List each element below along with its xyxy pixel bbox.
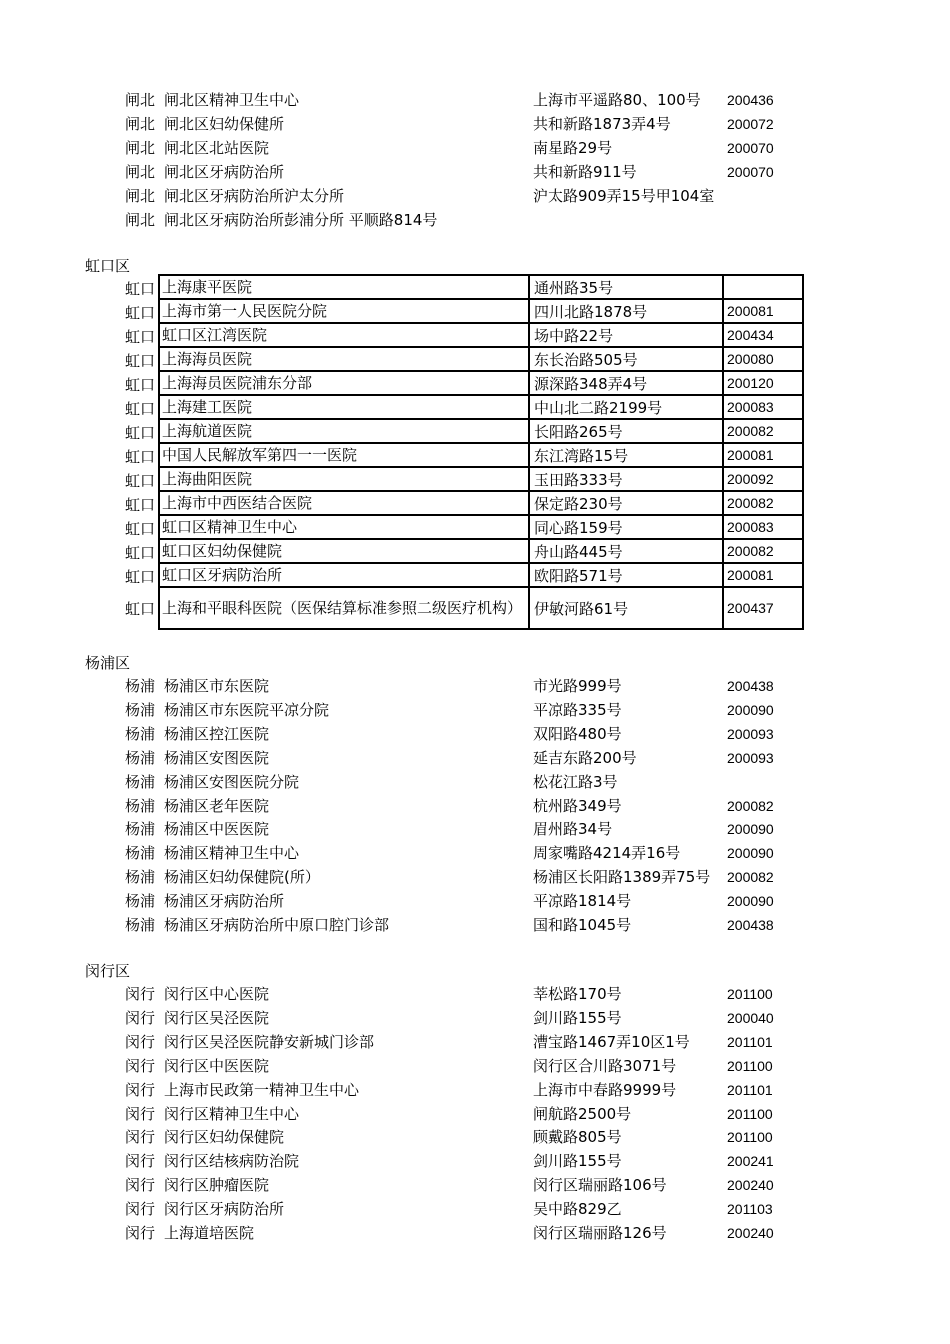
hospital-name-cell: 虹口区妇幼保健院 <box>162 542 283 560</box>
address-cell: 共和新路911号 <box>533 162 637 181</box>
hospital-name-cell: 杨浦区妇幼保健院(所） <box>164 868 320 887</box>
table-row <box>160 324 802 348</box>
postal-code-cell: 200090 <box>727 893 774 910</box>
hospital-name-cell: 杨浦区市东医院平凉分院 <box>164 700 330 719</box>
table-row <box>160 468 802 492</box>
hospital-name-cell: 杨浦区安图医院 <box>164 748 270 767</box>
hospital-name-cell: 杨浦区控江医院 <box>164 724 270 743</box>
postal-code-cell: 200434 <box>727 327 774 343</box>
address-cell: 闵行区瑞丽路106号 <box>533 1176 667 1195</box>
postal-code-cell: 200070 <box>727 139 774 156</box>
postal-code-cell: 200090 <box>727 821 774 838</box>
table-row <box>0 88 950 112</box>
hospital-name-cell: 上海曲阳医院 <box>162 470 253 488</box>
postal-code-cell: 200072 <box>727 115 774 132</box>
hospital-name-cell: 上海康平医院 <box>162 278 253 296</box>
hospital-name-cell: 闵行区妇幼保健院 <box>164 1128 285 1147</box>
district-cell: 闸北 <box>125 162 156 181</box>
district-cell: 杨浦 <box>125 748 156 767</box>
hospital-name-cell: 杨浦区老年医院 <box>164 796 270 815</box>
address-cell: 剑川路155号 <box>533 1152 622 1171</box>
table-row <box>160 348 802 372</box>
table-row <box>0 1221 950 1245</box>
district-cell: 闵行 <box>125 1080 156 1099</box>
table-row <box>160 420 802 444</box>
district-cell: 闵行 <box>125 985 156 1003</box>
postal-code-cell: 200081 <box>727 303 774 319</box>
address-cell: 四川北路1878号 <box>534 302 648 321</box>
table-row <box>0 1102 950 1126</box>
table-row <box>0 982 950 1006</box>
hospital-name-cell: 上海市民政第一精神卫生中心 <box>164 1080 360 1099</box>
district-cell: 闵行 <box>125 1176 156 1195</box>
district-cell: 杨浦 <box>125 700 156 719</box>
address-cell: 东长治路505号 <box>534 350 638 369</box>
address-cell: 延吉东路200号 <box>533 748 637 767</box>
postal-code-cell: 201100 <box>727 1129 773 1146</box>
hospital-name-cell: 杨浦区精神卫生中心 <box>164 844 300 863</box>
table-row <box>160 516 802 540</box>
postal-code-cell: 200082 <box>727 797 774 814</box>
district-cell: 虹口 <box>125 351 156 370</box>
postal-code-cell: 200240 <box>727 1177 774 1194</box>
address-cell: 场中路22号 <box>534 326 614 345</box>
address-cell: 国和路1045号 <box>533 916 632 934</box>
table-row <box>160 396 802 420</box>
hospital-name-cell: 闵行区结核病防治院 <box>164 1152 300 1171</box>
district-cell: 闵行 <box>125 1008 156 1027</box>
hospital-name-cell: 闸北区牙病防治所 <box>164 162 285 181</box>
address-cell: 欧阳路571号 <box>534 566 623 585</box>
table-row <box>0 794 950 818</box>
district-cell: 杨浦 <box>125 724 156 743</box>
hospital-name-cell: 中国人民解放军第四一一医院 <box>162 446 358 464</box>
address-cell: 上海市中春路9999号 <box>533 1080 677 1099</box>
postal-code-cell: 200093 <box>727 749 774 766</box>
hospital-name-cell: 杨浦区市东医院 <box>164 677 270 695</box>
table-row <box>160 564 802 588</box>
address-cell: 平凉路335号 <box>533 700 622 719</box>
postal-code-cell: 200082 <box>727 423 774 439</box>
table-row <box>160 540 802 564</box>
address-cell: 沪太路909弄15号甲104室 <box>533 186 715 205</box>
hospital-name-cell: 闸北区牙病防治所沪太分所 <box>164 186 345 205</box>
hospital-name-cell: 杨浦区牙病防治所 <box>164 892 285 911</box>
district-cell: 杨浦 <box>125 892 156 911</box>
table-row <box>0 1030 950 1054</box>
district-cell: 闸北 <box>125 210 156 229</box>
postal-code-cell: 200082 <box>727 869 774 886</box>
hospital-name-cell: 上海市第一人民医院分院 <box>162 302 328 320</box>
district-cell: 闸北 <box>125 186 156 205</box>
postal-code-cell: 200437 <box>727 600 774 616</box>
district-cell: 闵行 <box>125 1200 156 1219</box>
address-cell: 南星路29号 <box>533 138 613 157</box>
hospital-name-cell: 虹口区江湾医院 <box>162 326 268 344</box>
table-row <box>0 136 950 160</box>
hospital-name-cell: 上海道培医院 <box>164 1224 255 1242</box>
address-cell: 同心路159号 <box>534 518 623 537</box>
hospital-name-cell: 闸北区牙病防治所彭浦分所 平顺路814号 <box>164 210 438 229</box>
table-row <box>0 770 950 794</box>
district-cell: 闵行 <box>125 1128 156 1147</box>
postal-code-cell: 200090 <box>727 701 774 718</box>
postal-code-cell: 200093 <box>727 725 774 742</box>
hospital-name-cell: 闵行区肿瘤医院 <box>164 1176 270 1195</box>
hospital-name-cell: 闸北区北站医院 <box>164 138 270 157</box>
postal-code-cell: 200070 <box>727 163 774 180</box>
address-cell: 闵行区合川路3071号 <box>533 1056 677 1075</box>
district-cell: 闸北 <box>125 114 156 133</box>
hospital-name-cell: 虹口区精神卫生中心 <box>162 518 298 536</box>
postal-code-cell: 200040 <box>727 1009 774 1026</box>
address-cell: 吴中路829乙 <box>533 1200 622 1219</box>
table-row <box>0 674 950 698</box>
postal-code-cell: 200083 <box>727 399 774 415</box>
address-cell: 通州路35号 <box>534 278 614 297</box>
district-cell: 虹口 <box>125 495 156 514</box>
district-cell: 虹口 <box>125 303 156 322</box>
hospital-name-cell: 上海海员医院浦东分部 <box>162 374 313 392</box>
postal-code-cell: 200438 <box>727 917 774 933</box>
district-cell: 闵行 <box>125 1152 156 1171</box>
postal-code-cell: 201100 <box>727 1057 773 1074</box>
district-cell: 虹口 <box>125 447 156 466</box>
hospital-name-cell: 上海市中西医结合医院 <box>162 494 313 512</box>
address-cell: 市光路999号 <box>533 677 622 695</box>
postal-code-cell: 200082 <box>727 495 774 511</box>
table-row <box>0 841 950 865</box>
table-row <box>0 1197 950 1221</box>
minhang-section-title: 闵行区 <box>85 962 131 980</box>
table-row <box>160 300 802 324</box>
postal-code-cell: 200081 <box>727 447 774 463</box>
address-cell: 共和新路1873弄4号 <box>533 114 671 133</box>
hospital-name-cell: 杨浦区安图医院分院 <box>164 772 300 791</box>
table-row <box>0 865 950 889</box>
postal-code-cell: 200082 <box>727 543 774 559</box>
table-row <box>0 208 950 232</box>
district-cell: 杨浦 <box>125 820 156 839</box>
postal-code-cell: 201101 <box>727 1081 773 1098</box>
district-cell: 虹口 <box>125 279 156 298</box>
district-cell: 杨浦 <box>125 868 156 887</box>
address-cell: 保定路230号 <box>534 494 623 513</box>
hospital-name-cell: 闵行区牙病防治所 <box>164 1200 285 1219</box>
postal-code-cell: 200120 <box>727 375 774 391</box>
table-row <box>160 372 802 396</box>
district-cell: 闵行 <box>125 1104 156 1123</box>
address-cell: 上海市平遥路80、100号 <box>533 91 701 109</box>
table-row <box>0 1173 950 1197</box>
table-row <box>0 1054 950 1078</box>
address-cell: 杨浦区长阳路1389弄75号 <box>533 868 711 887</box>
hospital-name-cell: 杨浦区牙病防治所中原口腔门诊部 <box>164 916 390 934</box>
table-row <box>160 588 802 628</box>
table-row <box>160 276 802 300</box>
district-cell: 闵行 <box>125 1056 156 1075</box>
address-cell: 漕宝路1467弄10区1号 <box>533 1032 690 1051</box>
table-row <box>0 817 950 841</box>
address-cell: 舟山路445号 <box>534 542 623 561</box>
district-cell: 虹口 <box>125 423 156 442</box>
address-cell: 伊敏河路61号 <box>534 599 629 618</box>
table-row <box>0 1078 950 1102</box>
hospital-name-cell: 上海建工医院 <box>162 398 253 416</box>
address-cell: 周家嘴路4214弄16号 <box>533 844 681 863</box>
table-row <box>160 492 802 516</box>
table-row <box>0 184 950 208</box>
address-cell: 中山北二路2199号 <box>534 398 663 417</box>
address-cell: 东江湾路15号 <box>534 446 629 465</box>
postal-code-cell: 201100 <box>727 986 773 1002</box>
district-cell: 虹口 <box>125 567 156 586</box>
postal-code-cell: 201101 <box>727 1033 773 1050</box>
hospital-name-cell: 闵行区吴泾医院 <box>164 1008 270 1027</box>
address-cell: 源深路348弄4号 <box>534 374 648 393</box>
district-cell: 虹口 <box>125 599 156 618</box>
district-cell: 杨浦 <box>125 916 156 934</box>
district-cell: 杨浦 <box>125 772 156 791</box>
address-cell: 长阳路265号 <box>534 422 623 441</box>
address-cell: 玉田路333号 <box>534 470 623 489</box>
table-row <box>0 722 950 746</box>
hospital-name-cell: 闸北区精神卫生中心 <box>164 91 300 109</box>
table-row <box>0 889 950 913</box>
address-cell: 莘松路170号 <box>533 985 622 1003</box>
district-cell: 虹口 <box>125 399 156 418</box>
postal-code-cell: 200090 <box>727 845 774 862</box>
address-cell: 顾戴路805号 <box>533 1128 622 1147</box>
district-cell: 虹口 <box>125 471 156 490</box>
postal-code-cell: 200080 <box>727 351 774 367</box>
district-cell: 杨浦 <box>125 844 156 863</box>
district-cell: 闵行 <box>125 1032 156 1051</box>
district-cell: 虹口 <box>125 519 156 538</box>
hongkou-section-title: 虹口区 <box>85 257 131 275</box>
table-row <box>0 160 950 184</box>
table-row <box>0 1149 950 1173</box>
postal-code-cell: 200081 <box>727 567 774 583</box>
district-cell: 闸北 <box>125 91 156 109</box>
hospital-name-cell: 闸北区妇幼保健所 <box>164 114 285 133</box>
postal-code-cell: 201103 <box>727 1201 773 1218</box>
table-row <box>0 1125 950 1149</box>
address-cell: 松花江路3号 <box>533 772 618 791</box>
address-cell: 闸航路2500号 <box>533 1104 632 1123</box>
hospital-name-cell: 闵行区中心医院 <box>164 985 270 1003</box>
district-cell: 杨浦 <box>125 796 156 815</box>
hospital-name-cell: 闵行区吴泾医院静安新城门诊部 <box>164 1032 375 1051</box>
table-row <box>0 1006 950 1030</box>
postal-code-cell: 200240 <box>727 1225 774 1241</box>
postal-code-cell: 200083 <box>727 519 774 535</box>
district-cell: 杨浦 <box>125 677 156 695</box>
hongkou-bordered-table <box>158 274 804 630</box>
postal-code-cell: 200436 <box>727 92 774 108</box>
district-cell: 虹口 <box>125 327 156 346</box>
hospital-name-cell: 虹口区牙病防治所 <box>162 566 283 584</box>
hospital-name-cell: 上海海员医院 <box>162 350 253 368</box>
table-row <box>0 112 950 136</box>
district-cell: 闸北 <box>125 138 156 157</box>
district-cell: 虹口 <box>125 543 156 562</box>
hospital-name-cell: 上海和平眼科医院（医保结算标准参照二级医疗机构） <box>162 599 523 617</box>
table-row <box>160 444 802 468</box>
address-cell: 眉州路34号 <box>533 820 613 839</box>
hospital-name-cell: 杨浦区中医医院 <box>164 820 270 839</box>
address-cell: 平凉路1814号 <box>533 892 632 911</box>
table-row <box>0 698 950 722</box>
table-row <box>0 913 950 937</box>
postal-code-cell: 200092 <box>727 471 774 487</box>
hospital-name-cell: 闵行区中医医院 <box>164 1056 270 1075</box>
address-cell: 杭州路349号 <box>533 796 622 815</box>
hospital-name-cell: 闵行区精神卫生中心 <box>164 1104 300 1123</box>
district-cell: 虹口 <box>125 375 156 394</box>
postal-code-cell: 200438 <box>727 678 774 694</box>
yangpu-section-title: 杨浦区 <box>85 654 131 672</box>
table-row <box>0 746 950 770</box>
address-cell: 双阳路480号 <box>533 724 622 743</box>
district-cell: 闵行 <box>125 1224 156 1242</box>
postal-code-cell: 201100 <box>727 1105 773 1122</box>
address-cell: 闵行区瑞丽路126号 <box>533 1224 667 1242</box>
hospital-name-cell: 上海航道医院 <box>162 422 253 440</box>
address-cell: 剑川路155号 <box>533 1008 622 1027</box>
postal-code-cell: 200241 <box>727 1153 774 1170</box>
